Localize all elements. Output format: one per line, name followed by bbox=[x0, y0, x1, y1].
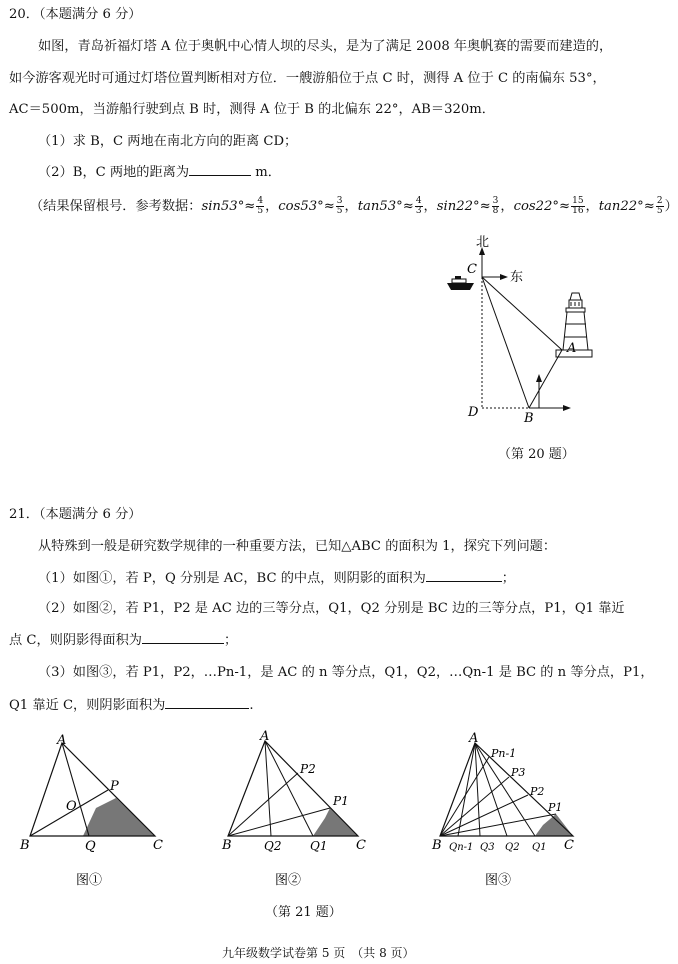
reference-fraction bbox=[571, 197, 584, 216]
q21-subquestion-1-text: （1）如图①，若 P，Q 分别是 AC，BC 的中点，则阴影的面积为 bbox=[38, 571, 426, 586]
fraction-denominator: 5 bbox=[257, 206, 264, 216]
north-label: 北 bbox=[476, 235, 490, 250]
fig2-label-p2: P2 bbox=[300, 762, 316, 776]
figure-2 bbox=[221, 729, 366, 888]
fraction-denominator: 3 bbox=[415, 206, 422, 216]
segment-ba bbox=[529, 350, 562, 408]
reference-item: cos53°≈ $\frac{3}{5}$ ， bbox=[278, 196, 358, 216]
q21-answer-blank-3[interactable] bbox=[165, 696, 249, 709]
boat-icon bbox=[447, 276, 474, 290]
q21-subquestion-3-line1: （3）如图③，若 P1，P2，…Pn-1，是 AC 的 n 等分点，Q1，Q2，…Qn-1 是 BC 的 n 等分点，P1， bbox=[38, 665, 654, 680]
east-arrow bbox=[500, 274, 508, 280]
reference-function: tan22°≈ bbox=[598, 199, 655, 214]
q21-subquestion-1-end: ； bbox=[501, 571, 515, 586]
reference-fraction bbox=[336, 197, 344, 216]
fig1-label-q: Q bbox=[85, 839, 96, 854]
fraction-numerator: 4 bbox=[415, 196, 422, 206]
q20-caption: （第 20 题） bbox=[498, 447, 575, 462]
q20-reference-prefix: （结果保留根号．参考数据： bbox=[30, 199, 202, 214]
fig3-label-c: C bbox=[564, 838, 574, 853]
q21-subquestion-2-end: ； bbox=[223, 633, 238, 648]
east-label: 东 bbox=[510, 270, 524, 285]
q21-answer-blank-1[interactable] bbox=[426, 569, 502, 582]
page-footer: 九年级数学试卷第 5 页 （共 8 页） bbox=[222, 946, 415, 960]
fig3-label-pn1: Pn-1 bbox=[491, 747, 517, 760]
reference-function: sin22°≈ bbox=[436, 199, 491, 214]
fig3-label-q2: Q2 bbox=[505, 842, 520, 853]
q20-paragraph-line2: 如今游客观光时可通过灯塔位置判断相对方位．一艘游船位于点 C 时，测得 A 位于 C 的南偏东 53°， bbox=[9, 71, 606, 86]
fraction-numerator: 4 bbox=[257, 196, 264, 206]
reference-function: cos22°≈ bbox=[513, 199, 571, 214]
fig2-label-q1: Q1 bbox=[310, 839, 328, 853]
reference-item: cos22°≈ $\frac{15}{16}$ ， bbox=[513, 196, 599, 216]
q20-header: 20．（本题满分 6 分） bbox=[9, 7, 142, 22]
fig1-label-b: B bbox=[20, 838, 30, 853]
q21-subquestion-2-text: 点 C，则阴影得面积为 bbox=[9, 633, 142, 648]
reference-function: sin53°≈ bbox=[201, 199, 256, 214]
fig1-label-c: C bbox=[153, 838, 163, 853]
q20-reference-items bbox=[201, 196, 664, 216]
fig3-line-aqn1 bbox=[458, 743, 475, 836]
q21-subquestion-3-text: Q1 靠近 C，则阴影面积为 bbox=[9, 698, 166, 713]
fraction-numerator: 2 bbox=[656, 196, 663, 206]
q20-paragraph-line3: AC＝500m，当游船行驶到点 B 时，测得 A 位于 B 的北偏东 22°，AB＝320m． bbox=[9, 102, 495, 117]
fig3-label-a: A bbox=[469, 731, 479, 746]
figure-3 bbox=[431, 731, 574, 888]
reference-function: cos53°≈ bbox=[278, 199, 335, 214]
fig3-line-aq3 bbox=[475, 743, 480, 836]
figure-1 bbox=[19, 733, 163, 888]
fig3-caption: 图③ bbox=[485, 873, 512, 888]
q21-subquestion-1 bbox=[38, 569, 515, 588]
fig3-line-bp3 bbox=[440, 777, 509, 836]
b-east-arrow bbox=[563, 405, 571, 411]
q20-answer-blank[interactable] bbox=[189, 163, 251, 176]
q21-header: 21．（本题满分 6 分） bbox=[9, 507, 142, 522]
q21-subquestion-3-end: . bbox=[249, 698, 254, 713]
reference-item: sin53°≈ $\frac{4}{5}$ ， bbox=[201, 196, 279, 216]
q20-paragraph-line1: 如图，青岛祈福灯塔 A 位于奥帆中心情人坝的尽头，是为了满足 2008 年奥帆赛的需要而建造的， bbox=[38, 39, 613, 54]
segment-ca bbox=[482, 277, 562, 350]
q21-figures bbox=[0, 722, 620, 888]
reference-fraction bbox=[656, 197, 664, 216]
fraction-denominator: 5 bbox=[656, 206, 663, 216]
q20-subquestion-2-text: （2）B，C 两地的距离为 bbox=[38, 165, 190, 180]
q21-answer-blank-2[interactable] bbox=[142, 631, 224, 644]
fig3-label-p1: P1 bbox=[548, 801, 563, 814]
fig2-label-c: C bbox=[356, 838, 366, 853]
fig1-label-o: O bbox=[66, 799, 77, 814]
q20-subquestion-1: （1）求 B，C 两地在南北方向的距离 CD； bbox=[38, 134, 298, 149]
point-b-label: B bbox=[524, 411, 534, 426]
fig1-shaded-quad bbox=[83, 798, 155, 836]
q21-intro: 从特殊到一般是研究数学规律的一种重要方法，已知△ABC 的面积为 1，探究下列问题： bbox=[38, 539, 557, 554]
q21-subquestion-2-line1: （2）如图②，若 P1，P2 是 AC 边的三等分点，Q1，Q2 分别是 BC 边的三等分点，P1，Q1 靠近 bbox=[38, 601, 625, 616]
reference-item: tan53°≈ $\frac{4}{3}$ ， bbox=[357, 196, 437, 216]
fraction-denominator: 5 bbox=[336, 206, 343, 216]
fig3-label-q3: Q3 bbox=[480, 842, 495, 853]
reference-fraction bbox=[256, 197, 264, 216]
reference-item bbox=[598, 196, 665, 216]
fig2-caption: 图② bbox=[275, 873, 302, 888]
q21-caption: （第 21 题） bbox=[265, 905, 342, 920]
q21-subquestion-3-line2 bbox=[9, 696, 254, 715]
reference-fraction bbox=[492, 197, 500, 216]
reference-function: tan53°≈ bbox=[357, 199, 414, 214]
fig3-label-qn1: Qn-1 bbox=[449, 842, 474, 853]
fig2-label-q2: Q2 bbox=[264, 839, 282, 853]
fig2-line-aq2 bbox=[265, 741, 271, 836]
point-a-label: A bbox=[567, 341, 577, 356]
q20-reference-suffix: ） bbox=[664, 199, 678, 214]
point-d-label: D bbox=[468, 405, 479, 420]
fig3-label-q1: Q1 bbox=[532, 842, 547, 853]
fraction-denominator: 16 bbox=[572, 206, 584, 216]
segment-cb bbox=[482, 277, 529, 408]
fig3-label-b: B bbox=[432, 838, 442, 853]
fig2-label-b: B bbox=[222, 838, 232, 853]
fraction-denominator: 8 bbox=[492, 206, 499, 216]
fig2-label-a: A bbox=[260, 729, 270, 744]
fraction-numerator: 3 bbox=[492, 196, 499, 206]
fig3-label-p3: P3 bbox=[511, 766, 526, 779]
reference-fraction bbox=[415, 197, 423, 216]
reference-item: sin22°≈ $\frac{3}{8}$ ， bbox=[436, 196, 514, 216]
fig2-line-aq1 bbox=[265, 741, 313, 836]
q20-reference-data bbox=[30, 197, 678, 216]
fig1-label-p: P bbox=[110, 779, 119, 794]
fig1-caption: 图① bbox=[76, 873, 103, 888]
fig2-label-p1: P1 bbox=[333, 794, 349, 808]
q20-figure bbox=[430, 228, 600, 428]
fraction-numerator: 15 bbox=[572, 196, 584, 206]
q21-subquestion-2-line2 bbox=[9, 631, 237, 650]
b-north-arrow bbox=[536, 374, 542, 382]
fig3-label-p2: P2 bbox=[530, 785, 545, 798]
q20-subquestion-2 bbox=[38, 163, 281, 182]
q20-subquestion-2-unit: m． bbox=[255, 165, 281, 180]
fraction-numerator: 3 bbox=[336, 196, 343, 206]
fig1-label-a: A bbox=[57, 733, 67, 748]
point-c-label: C bbox=[467, 262, 477, 277]
